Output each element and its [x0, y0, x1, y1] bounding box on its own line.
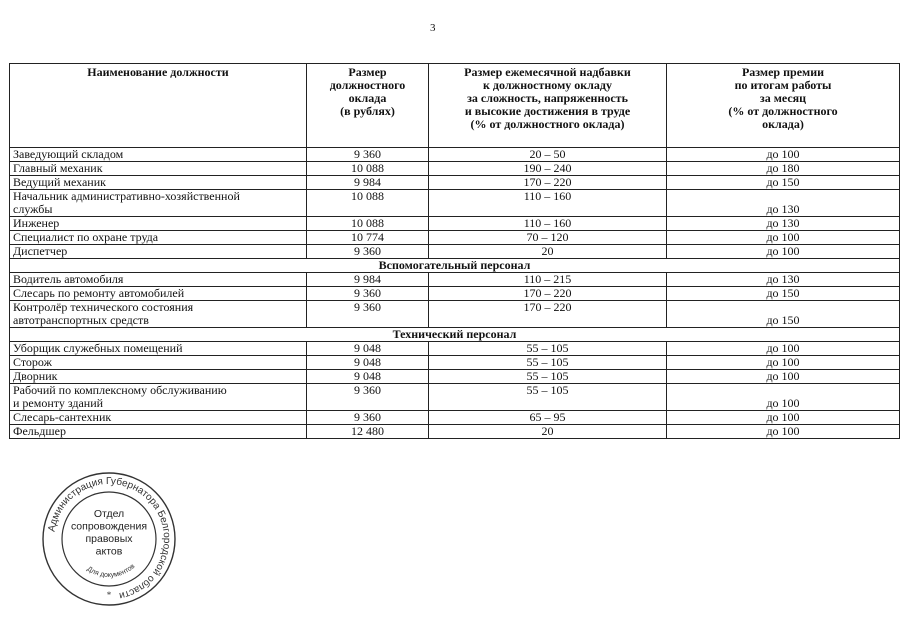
- cell-bonus: 70 – 120: [429, 231, 667, 245]
- cell-bonus: 170 – 220: [429, 176, 667, 190]
- cell-salary: 10 088: [307, 217, 429, 231]
- table-row: [10, 411, 900, 425]
- cell-position-name: Слесарь по ремонту автомобилей: [10, 287, 307, 301]
- table-row: [10, 190, 900, 217]
- cell-position-name: Водитель автомобиля: [10, 273, 307, 287]
- cell-premium: до 150: [667, 301, 900, 328]
- cell-premium: до 100: [667, 148, 900, 162]
- cell-premium: до 150: [667, 287, 900, 301]
- cell-bonus: 110 – 160: [429, 190, 667, 217]
- cell-position-name: Заведующий складом: [10, 148, 307, 162]
- svg-text:*: *: [106, 590, 112, 600]
- cell-position-name: Рабочий по комплексному обслуживанию и ремонту зданий: [10, 384, 307, 411]
- cell-position-name: Дворник: [10, 370, 307, 384]
- cell-bonus: 110 – 215: [429, 273, 667, 287]
- table-row: [10, 384, 900, 411]
- cell-bonus: 55 – 105: [429, 370, 667, 384]
- table-row: [10, 231, 900, 245]
- cell-bonus: 20: [429, 425, 667, 439]
- cell-salary: 9 048: [307, 342, 429, 356]
- cell-premium: до 130: [667, 190, 900, 217]
- header-position-name: Наименование должности: [10, 64, 307, 148]
- cell-position-name: Ведущий механик: [10, 176, 307, 190]
- table-row: [10, 217, 900, 231]
- section-row: [10, 259, 900, 273]
- cell-salary: 9 048: [307, 370, 429, 384]
- cell-bonus: 55 – 105: [429, 356, 667, 370]
- cell-premium: до 100: [667, 411, 900, 425]
- cell-position-name: Специалист по охране труда: [10, 231, 307, 245]
- stamp-center-line: актов: [95, 545, 123, 558]
- cell-salary: 9 048: [307, 356, 429, 370]
- cell-salary: 9 360: [307, 287, 429, 301]
- cell-salary: 10 088: [307, 162, 429, 176]
- cell-salary: 9 360: [307, 411, 429, 425]
- cell-salary: 10 088: [307, 190, 429, 217]
- table-row: [10, 162, 900, 176]
- stamp-center-line: правовых: [85, 533, 133, 545]
- cell-position-name: Инженер: [10, 217, 307, 231]
- cell-salary: 9 984: [307, 273, 429, 287]
- cell-bonus: 170 – 220: [429, 301, 667, 328]
- cell-bonus: 20 – 50: [429, 148, 667, 162]
- table-row: [10, 356, 900, 370]
- table-row: [10, 425, 900, 439]
- page-number: 3: [430, 22, 436, 34]
- header-bonus: Размер ежемесячной надбавки к должностному окладу за сложность, напряженность и высокие достижения в труде (% от должностного оклада): [429, 64, 667, 148]
- stamp-center-line: Отдел: [93, 508, 125, 520]
- table-body: [10, 148, 900, 439]
- cell-bonus: 110 – 160: [429, 217, 667, 231]
- table-row: [10, 370, 900, 384]
- cell-position-name: Диспетчер: [10, 245, 307, 259]
- cell-premium: до 180: [667, 162, 900, 176]
- cell-premium: до 150: [667, 176, 900, 190]
- cell-position-name: Начальник административно-хозяйственной службы: [10, 190, 307, 217]
- table-row: [10, 342, 900, 356]
- stamp-center-line: сопровождения: [70, 520, 148, 533]
- table-header-row: [10, 64, 900, 148]
- salary-table: [9, 63, 900, 439]
- header-salary: Размер должностного оклада (в рублях): [307, 64, 429, 148]
- cell-premium: до 100: [667, 425, 900, 439]
- cell-position-name: Сторож: [10, 356, 307, 370]
- section-row: [10, 328, 900, 342]
- table-row: [10, 245, 900, 259]
- stamp-bottom-text: Для документов: [85, 562, 137, 580]
- stamp-ring-text: Администрация Губернатора Белгородской области: [46, 475, 173, 601]
- cell-salary: 9 360: [307, 245, 429, 259]
- table-row: [10, 176, 900, 190]
- cell-salary: 9 360: [307, 384, 429, 411]
- table-row: [10, 273, 900, 287]
- cell-premium: до 130: [667, 217, 900, 231]
- header-premium: Размер премии по итогам работы за месяц (% от должностного оклада): [667, 64, 900, 148]
- section-title: Вспомогательный персонал: [10, 259, 900, 273]
- cell-salary: 10 774: [307, 231, 429, 245]
- cell-bonus: 190 – 240: [429, 162, 667, 176]
- cell-bonus: 170 – 220: [429, 287, 667, 301]
- cell-salary: 9 360: [307, 301, 429, 328]
- cell-premium: до 100: [667, 245, 900, 259]
- cell-position-name: Главный механик: [10, 162, 307, 176]
- cell-premium: до 100: [667, 231, 900, 245]
- table-row: [10, 287, 900, 301]
- cell-premium: до 100: [667, 370, 900, 384]
- svg-text:Для документов: [86, 563, 137, 579]
- stamp-center: [71, 508, 147, 558]
- cell-position-name: Контролёр технического состояния автотранспортных средств: [10, 301, 307, 328]
- cell-bonus: 20: [429, 245, 667, 259]
- cell-premium: до 100: [667, 384, 900, 411]
- cell-salary: 9 360: [307, 148, 429, 162]
- stamp-image: [40, 470, 178, 608]
- cell-salary: 9 984: [307, 176, 429, 190]
- cell-position-name: Слесарь-сантехник: [10, 411, 307, 425]
- cell-bonus: 65 – 95: [429, 411, 667, 425]
- cell-position-name: Уборщик служебных помещений: [10, 342, 307, 356]
- table-row: [10, 301, 900, 328]
- section-title: Технический персонал: [10, 328, 900, 342]
- cell-premium: до 100: [667, 356, 900, 370]
- cell-bonus: 55 – 105: [429, 384, 667, 411]
- cell-position-name: Фельдшер: [10, 425, 307, 439]
- table-row: [10, 148, 900, 162]
- cell-premium: до 100: [667, 342, 900, 356]
- cell-bonus: 55 – 105: [429, 342, 667, 356]
- cell-premium: до 130: [667, 273, 900, 287]
- cell-salary: 12 480: [307, 425, 429, 439]
